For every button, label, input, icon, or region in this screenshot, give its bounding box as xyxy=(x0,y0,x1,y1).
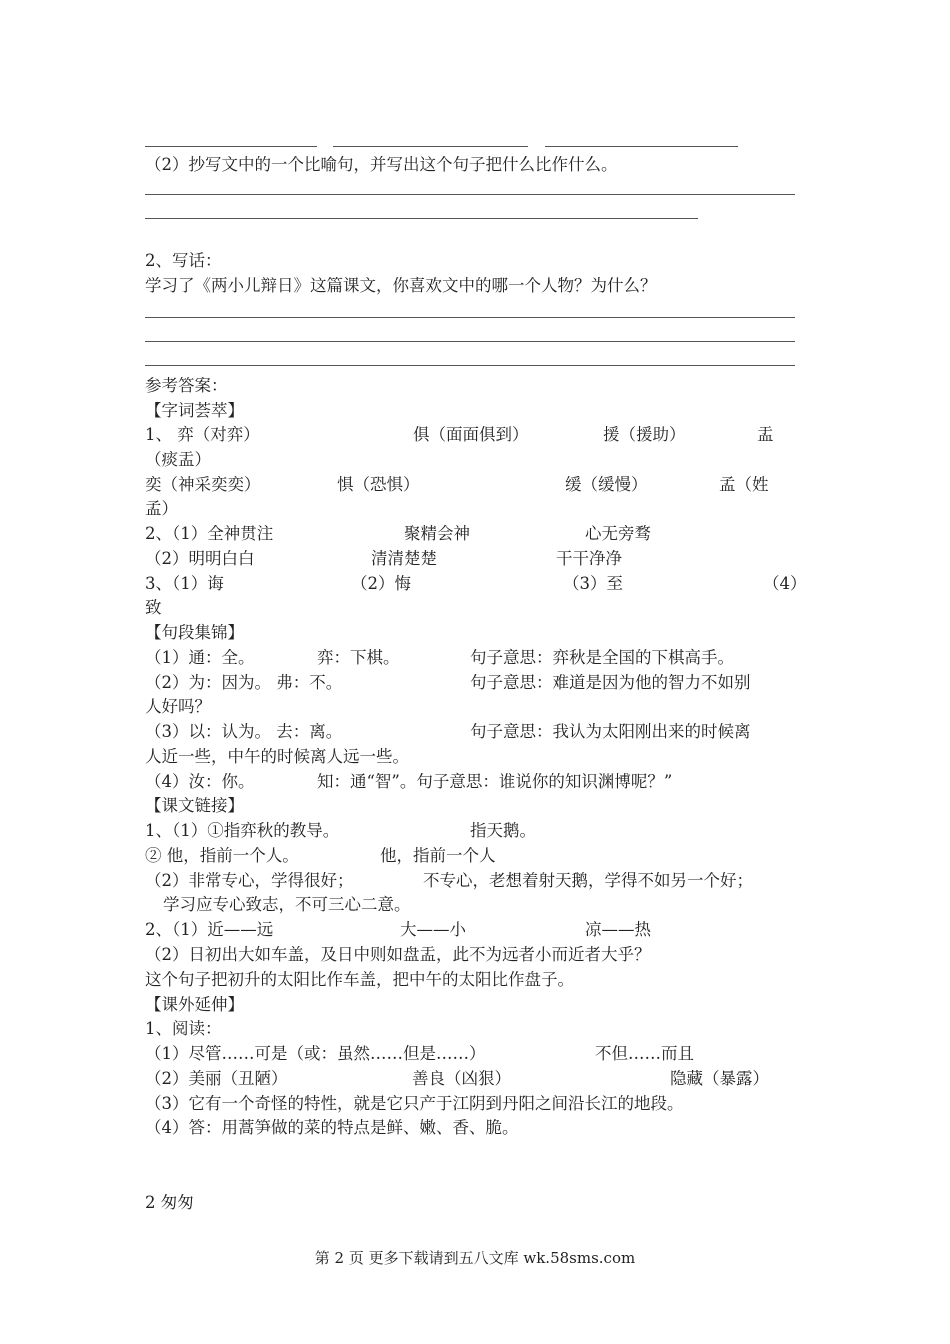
section-heading: 2、写话： xyxy=(145,251,222,270)
answer-row: 孟） xyxy=(145,499,178,518)
answer-row: （2）明明白白 清清楚楚 干干净净 xyxy=(145,549,622,568)
answer-row: （1）尽管……可是（或：虽然……但是……） 不但……而且 xyxy=(145,1044,694,1063)
answer-row: （2）美丽（丑陋） 善良（凶狠） 隐藏（暴露） xyxy=(145,1069,769,1088)
answer-line xyxy=(145,194,795,195)
answer-row: 2、（1）近——远 大——小 凉——热 xyxy=(145,920,651,939)
answer-row: （3）它有一个奇怪的特性，就是它只产于江阴到丹阳之间沿长江的地段。 xyxy=(145,1094,684,1113)
answer-line xyxy=(145,341,795,342)
answer-row: （痰盂） xyxy=(145,450,211,469)
answer-row: （2）日初出大如车盖，及日中则如盘盂，此不为远者小而近者大乎？ xyxy=(145,945,651,964)
next-lesson-title: 2 匆匆 xyxy=(145,1193,194,1212)
answer-blank xyxy=(145,146,317,147)
answer-row: 3、（1）诲 （2）悔 （3）至 （4） xyxy=(145,574,807,593)
section-heading: 【课外延伸】 xyxy=(145,995,244,1014)
answer-row: 1、（1）①指弈秋的教导。 指天鹅。 xyxy=(145,821,536,840)
answer-row: 这个句子把初升的太阳比作车盖，把中午的太阳比作盘子。 xyxy=(145,970,574,989)
answers-title: 参考答案： xyxy=(145,376,228,395)
answer-row: （4）答：用蒿笋做的菜的特点是鲜、嫩、香、脆。 xyxy=(145,1118,519,1137)
section-heading: 【字词荟萃】 xyxy=(145,401,244,420)
answer-row: 1、阅读： xyxy=(145,1019,222,1038)
answer-row: 2、（1）全神贯注 聚精会神 心无旁骛 xyxy=(145,524,651,543)
answer-row: 1、 弈（对弈） 俱（面面俱到） 援（援助） 盂 xyxy=(145,425,774,444)
answer-line xyxy=(145,317,795,318)
answer-row: ② 他，指前一个人。 他，指前一个人 xyxy=(145,846,496,865)
answer-row: （2）为：因为。 弗：不。 句子意思：难道是因为他的智力不如别 xyxy=(145,673,751,692)
section-heading: 【课文链接】 xyxy=(145,796,244,815)
answer-blank xyxy=(545,146,738,147)
question-text: （2）抄写文中的一个比喻句，并写出这个句子把什么比作什么。 xyxy=(145,155,618,174)
question-text: 学习了《两小儿辩日》这篇课文，你喜欢文中的哪一个人物？为什么？ xyxy=(145,276,657,295)
answer-row: 学习应专心致志，不可三心二意。 xyxy=(163,895,411,914)
answer-row: 人近一些，中午的时候离人远一些。 xyxy=(145,747,409,766)
answer-blank xyxy=(333,146,528,147)
answer-line xyxy=(145,218,698,219)
answer-row: 人好吗？ xyxy=(145,697,211,716)
page-footer: 第 2 页 更多下载请到五八文库 wk.58sms.com xyxy=(314,1249,636,1267)
answer-row: （4）汝：你。 知：通“智”。句子意思：谁说你的知识渊博呢？” xyxy=(145,772,673,791)
answer-row: 奕（神采奕奕） 惧（恐惧） 缓（缓慢） 孟（姓 xyxy=(145,475,769,494)
answer-row: （1）通：全。 弈：下棋。 句子意思：弈秋是全国的下棋高手。 xyxy=(145,648,734,667)
answer-row: 致 xyxy=(145,598,162,617)
answer-row: （2）非常专心，学得很好； 不专心，老想着射天鹅，学得不如另一个好； xyxy=(145,871,753,890)
answer-row: （3）以：认为。 去：离。 句子意思：我认为太阳刚出来的时候离 xyxy=(145,722,751,741)
section-heading: 【句段集锦】 xyxy=(145,623,244,642)
answer-line xyxy=(145,365,795,366)
